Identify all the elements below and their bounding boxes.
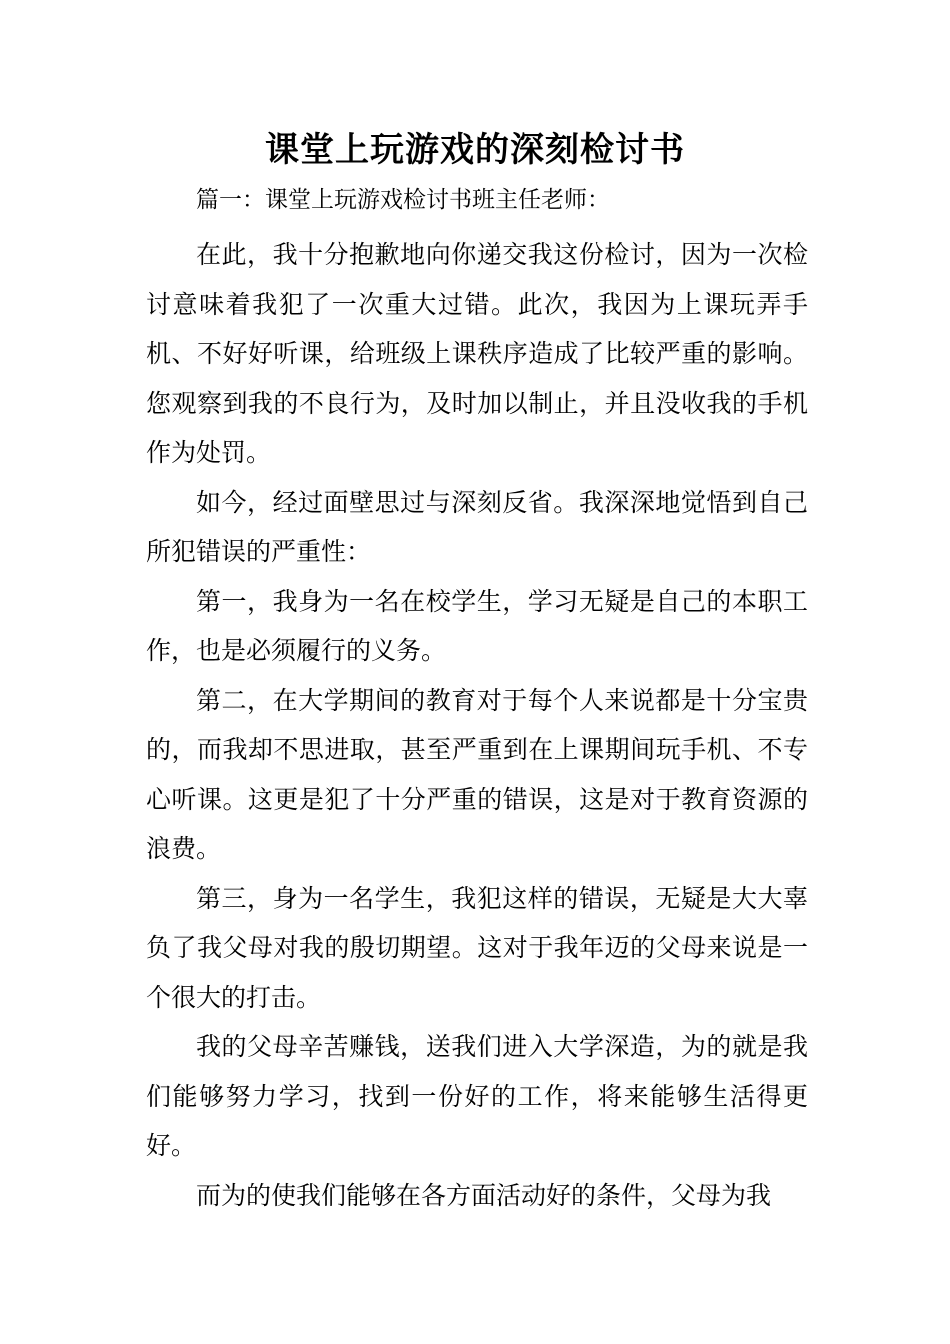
paragraph: 第二，在大学期间的教育对于每个人来说都是十分宝贵的，而我却不思进取，甚至严重到在上课期间玩手机、不专心听课。这更是犯了十分严重的错误，这是对于教育资源的浪费。 (146, 685, 808, 863)
paragraph: 第三，身为一名学生，我犯这样的错误，无疑是大大辜负了我父母对我的殷切期望。这对于我年迈的父母来说是一个很大的打击。 (146, 883, 808, 1012)
paragraph: 而为的使我们能够在各方面活动好的条件，父母为我 (196, 1180, 772, 1210)
paragraph: 在此，我十分抱歉地向你递交我这份检讨，因为一次检讨意味着我犯了一次重大过错。此次，我因为上课玩弄手机、不好好听课，给班级上课秩序造成了比较严重的影响。您观察到我的不良行为，及时加以制止，并且没收我的手机作为处罚。 (146, 240, 808, 467)
document-subtitle: 篇一：课堂上玩游戏检讨书班主任老师： (196, 187, 610, 213)
paragraph: 第一，我身为一名在校学生，学习无疑是自己的本职工作，也是必须履行的义务。 (146, 586, 808, 665)
paragraph: 如今，经过面壁思过与深刻反省。我深深地觉悟到自己所犯错误的严重性： (146, 487, 808, 566)
paragraph: 我的父母辛苦赚钱，送我们进入大学深造，为的就是我们能够努力学习，找到一份好的工作，将来能够生活得更好。 (146, 1032, 808, 1160)
document-title: 课堂上玩游戏的深刻检讨书 (265, 130, 685, 170)
document-body (146, 230, 808, 1220)
